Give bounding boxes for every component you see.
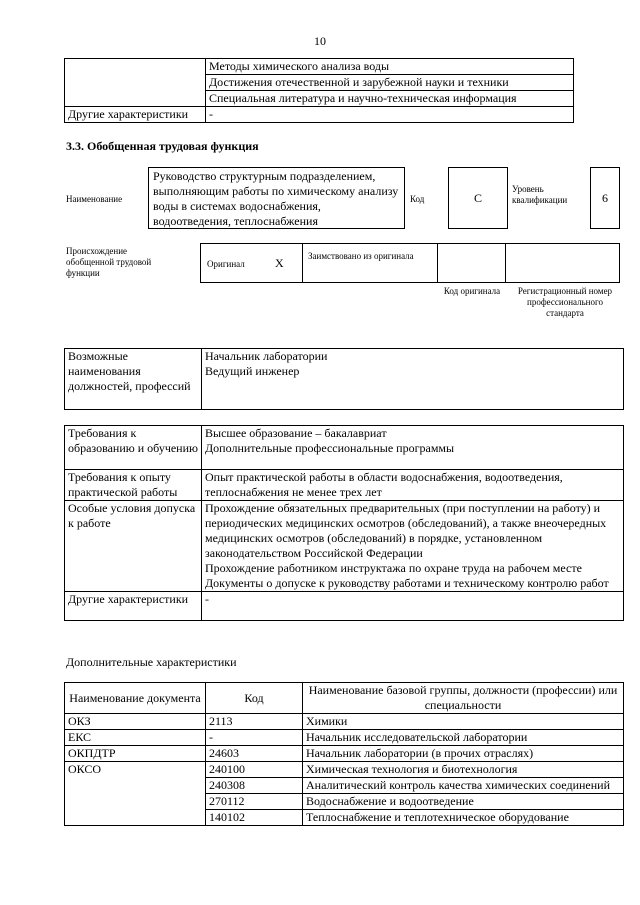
- requirement-item: Высшее образование – бакалавриат: [205, 426, 387, 440]
- position-item: Начальник лаборатории: [205, 349, 328, 363]
- name-label: Наименование: [66, 194, 123, 204]
- table-row: [65, 746, 624, 762]
- table-cell: ОКСО: [65, 762, 206, 778]
- original-code-caption: Код оригинала: [443, 286, 501, 296]
- origin-box: [200, 243, 620, 283]
- code-label: Код: [410, 194, 425, 204]
- requirement-item: Прохождение обязательных предварительных (при поступлении на работу) и периодических медицинских осмотров (обследований), а также внеочередных медицинских осмотров (обследований) в порядке, установленном законодательством Российской Федерации: [205, 501, 607, 560]
- requirements-table: [64, 425, 624, 621]
- experience-label: Требования к опыту практической работы: [65, 470, 202, 501]
- table-cell: 24603: [206, 746, 303, 762]
- column-header: Код: [206, 683, 303, 714]
- requirement-item: Прохождение работником инструктажа по охране труда на рабочем месте: [205, 561, 582, 575]
- table-cell: [65, 810, 206, 826]
- divider: [505, 243, 506, 283]
- table-cell: Начальник исследовательской лаборатории: [303, 730, 624, 746]
- table-cell: [65, 75, 206, 91]
- table-cell: 240100: [206, 762, 303, 778]
- section-title: 3.3. Обобщенная трудовая функция: [66, 139, 259, 153]
- table-cell: ОКЗ: [65, 714, 206, 730]
- other-characteristics-value: -: [206, 107, 574, 123]
- original-label: Оригинал: [207, 259, 245, 269]
- admission-label: Особые условия допуска к работе: [65, 501, 202, 592]
- table-cell: Водоснабжение и водоотведение: [303, 794, 624, 810]
- table-cell: -: [206, 730, 303, 746]
- table-row: [65, 794, 624, 810]
- table-cell: Химики: [303, 714, 624, 730]
- requirement-item: Документы о допуске к руководству работами и техническому контролю работ: [205, 576, 609, 590]
- additional-title: Дополнительные характеристики: [66, 655, 237, 669]
- positions-values: [202, 349, 624, 410]
- table-cell: Специальная литература и научно-техническая информация: [206, 91, 574, 107]
- page-number: 10: [314, 34, 326, 48]
- table-cell: 2113: [206, 714, 303, 730]
- table-cell: 240308: [206, 778, 303, 794]
- table-cell: Аналитический контроль качества химических соединений: [303, 778, 624, 794]
- education-values: [202, 426, 624, 470]
- table-cell: ОКПДТР: [65, 746, 206, 762]
- registration-number-caption: Регистрационный номер профессионального стандарта: [517, 286, 613, 318]
- other-label: Другие характеристики: [65, 592, 202, 621]
- position-item: Ведущий инженер: [205, 364, 300, 378]
- positions-label: Возможные наименования должностей, профессий: [65, 349, 202, 410]
- borrowed-label: Заимствовано из оригинала: [308, 251, 414, 261]
- admission-values: [202, 501, 624, 592]
- function-name: Руководство структурным подразделением, выполняющим работы по химическому анализу воды в системах водоснабжения, водоотведения, теплоснабжения: [148, 167, 405, 229]
- table-cell: [65, 91, 206, 107]
- additional-table: [64, 682, 624, 826]
- table-cell: ЕКС: [65, 730, 206, 746]
- table-row: [65, 730, 624, 746]
- table-cell: Достижения отечественной и зарубежной науки и техники: [206, 75, 574, 91]
- table-row: [65, 762, 624, 778]
- table-row: [65, 810, 624, 826]
- experience-value: Опыт практической работы в области водоснабжения, водоотведения, теплоснабжения не менее трех лет: [202, 470, 624, 501]
- other-value: -: [202, 592, 624, 621]
- code-value: C: [448, 167, 508, 229]
- education-label: Требования к образованию и обучению: [65, 426, 202, 470]
- table-cell: Начальник лаборатории (в прочих отраслях): [303, 746, 624, 762]
- level-value: 6: [590, 167, 620, 229]
- table-cell: 270112: [206, 794, 303, 810]
- table-cell: Методы химического анализа воды: [206, 59, 574, 75]
- top-table: [64, 58, 574, 123]
- origin-label: Происхождение обобщенной трудовой функции: [66, 246, 152, 278]
- positions-table: [64, 348, 624, 410]
- other-characteristics-label: Другие характеристики: [65, 107, 206, 123]
- level-label: Уровень квалификации: [512, 184, 568, 205]
- table-row: [65, 714, 624, 730]
- column-header: Наименование документа: [65, 683, 206, 714]
- requirement-item: Дополнительные профессиональные программы: [205, 441, 455, 455]
- table-cell: [65, 59, 206, 75]
- table-cell: Теплоснабжение и теплотехническое оборудование: [303, 810, 624, 826]
- divider: [302, 243, 303, 283]
- table-cell: 140102: [206, 810, 303, 826]
- table-cell: [65, 778, 206, 794]
- table-row: [65, 778, 624, 794]
- table-cell: [65, 794, 206, 810]
- original-mark: X: [275, 256, 284, 270]
- table-cell: Химическая технология и биотехнология: [303, 762, 624, 778]
- divider: [437, 243, 438, 283]
- column-header: Наименование базовой группы, должности (профессии) или специальности: [303, 683, 624, 714]
